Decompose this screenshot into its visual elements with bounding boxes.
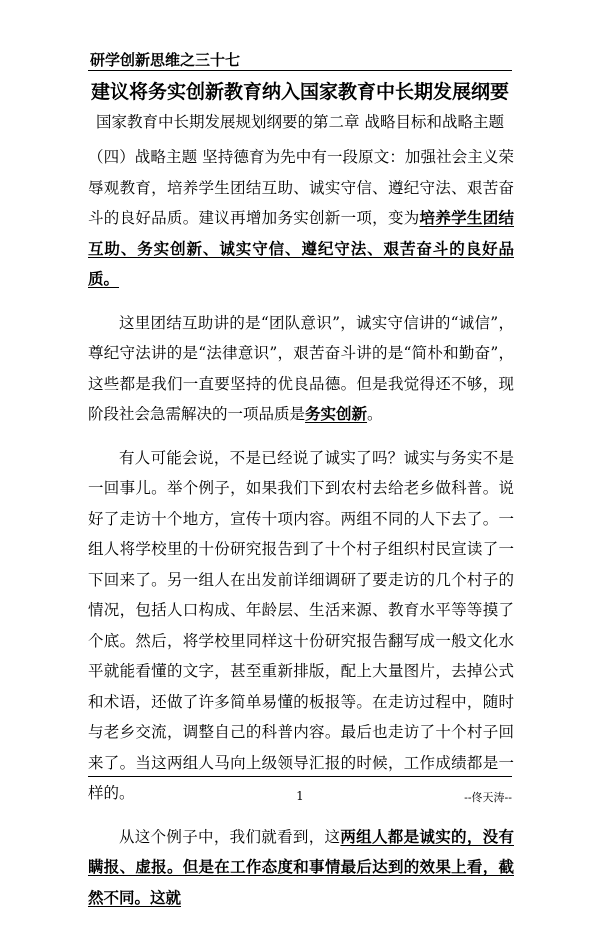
footer-divider bbox=[88, 776, 512, 777]
emphasized-text: 两组人都是诚实的，没有瞒报、虚报。但是在工作态度和事情最后达到的效果上看，截然不同。这就 bbox=[88, 826, 514, 907]
author-signature: --佟天涛-- bbox=[464, 791, 512, 804]
paragraph-text: （四）战略主题 坚持德育为先中有一段原文：加强社会主义荣辱观教育，培养学生团结互助、诚实守信、遵纪守法、艰苦奋斗的良好品质。建议再增加务实创新一项，变为 bbox=[88, 148, 514, 227]
emphasized-text: 培养学生团结互助、务实创新、诚实守信、遵纪守法、艰苦奋斗的良好品质。 bbox=[88, 208, 514, 288]
paragraph-text: 有人可能会说，不是已经说了诚实了吗？诚实与务实不是一回事儿。举个例子，如果我们下到农村去给老乡做科普。说好了走访十个地方，宣传十项内容。两组不同的人下去了。一组人将学校里的十份研究报告到了十个村子组织村民宣读了一下回来了。另一组人在出发前详细调研了要走访的几个村子的情况，包括人口构成、年龄层、生活来源、教育水平等等摸了个底。然后，将学校里同样这十份研究报告翻写成一般文化水平就能看懂的文字，甚至重新排版，配上大量图片，去掉公式和术语，还做了许多简单易懂的板报等。在走访过程中，随时与老乡交流，调整自己的科普内容。最后也走访了十个村子回来了。当这两组人马向上级领导汇报的时候，工作成绩都是一样的。 bbox=[88, 448, 514, 802]
document-body bbox=[88, 142, 514, 926]
document-subtitle: 国家教育中长期发展规划纲要的第二章 战略目标和战略主题 bbox=[96, 113, 504, 131]
paragraph-text: 从这个例子中，我们就看到，这 bbox=[119, 827, 341, 846]
paragraph-conclusion bbox=[88, 822, 514, 914]
page-number: 1 bbox=[296, 789, 304, 803]
paragraph-strategic-theme bbox=[88, 142, 514, 295]
document-title: 建议将务实创新教育纳入国家教育中长期发展纲要 bbox=[90, 81, 509, 103]
emphasized-text: 务实创新 bbox=[305, 404, 368, 423]
series-label: 研学创新思维之三十七 bbox=[90, 51, 241, 69]
paragraph-example bbox=[88, 443, 514, 809]
paragraph-quality-explanation bbox=[88, 308, 514, 430]
header-divider bbox=[88, 70, 512, 71]
paragraph-text-tail: 。 bbox=[367, 405, 383, 423]
paragraph-text: 这里团结互助讲的是“团队意识”，诚实守信讲的“诚信”，尊纪守法讲的是“法律意识”，艰苦奋斗讲的是“简朴和勤奋”，这些都是我们一直要坚持的优良品德。但是我觉得还不够，现阶段社会急需解决的一项品质是 bbox=[88, 313, 514, 423]
